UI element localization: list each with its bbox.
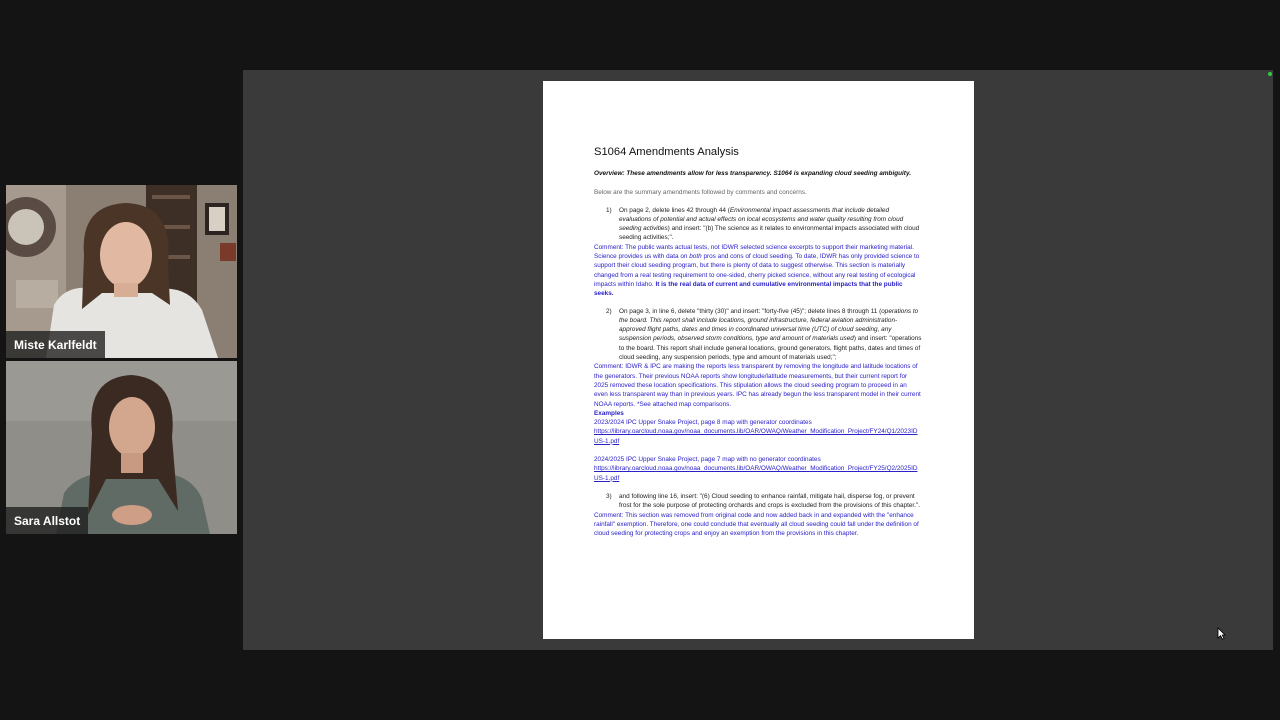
document-overview: Overview: These amendments allow for less transparency. S1064 is expanding cloud seeding ambiguity.	[594, 170, 912, 177]
example-1-link[interactable]: https://library.oarcloud.noaa.gov/noaa_documents.lib/OAR/OWAQ/Weather_Modification_Project/FY24/Q1/2023IDUS-1.pdf	[594, 428, 918, 445]
examples-heading: Examples	[594, 409, 624, 417]
example-2-text: 2024/2025 IPC Upper Snake Project, page 7 map with no generator coordinates	[594, 456, 821, 464]
example-2-link[interactable]: https://library.oarcloud.noaa.gov/noaa_documents.lib/OAR/OWAQ/Weather_Modification_Project/FY25/Q2/2025IDUS-1.pdf	[594, 465, 918, 482]
comment-3: Comment: This section was removed from original code and now added back in and expanded with the "enhance rainfall" exemption. Therefore, one could conclude that eventually all cloud seeding could fall under the definition of cloud seeding for protecting crops and enjoy an exemption from the provisions in this chapter.	[594, 511, 919, 538]
amendment-item-3	[606, 492, 922, 511]
document-intro: Below are the summary amendments followed by comments and concerns.	[594, 189, 807, 197]
participant-video-tile-2[interactable]	[6, 361, 237, 534]
comment-1: Comment: The public wants actual tests, not IDWR selected science excerpts to support their marketing material. Science provides us with data on both pros and cons of cloud seeding. To date, IDWR has only provided science to support their cloud seeding program, but there is plenty of data to suggest otherwise. This section is materially changed from a real testing requirement to one-sided, cherry picked science, without any real testing of ecological impacts within Idaho. It is the real data of current and cumulative environmental impacts that the public seeks.	[594, 243, 920, 298]
amendment-item-1	[606, 206, 922, 243]
example-1-text: 2023/2024 IPC Upper Snake Project, page 8 map with generator coordinates	[594, 419, 812, 427]
item-text: and following line 16, insert: "(6) Cloud seeding to enhance rainfall, mitigate hail, disperse fog, or prevent frost for the sole purpose of protecting orchards and crops is excluded from the provisions of this chapter.".	[619, 492, 921, 510]
comment-2: Comment: IDWR & IPC are making the reports less transparent by removing the longitude and latitude locations of the generators. Their previous NOAA reports show longitude/latitude measurements, but their current report for 2025 removed these location specifications. This stipulation allows the cloud seeding program to proceed in an even less transparent way than in previous years. IPC has already begun the less transparent model in their current NOAA reports. *See attached map comparisons.	[594, 363, 921, 408]
item-text: On page 2, delete lines 42 through 44 (Environmental impact assessments that include detailed evaluations of potential and actual effects on local ecosystems and water quality resulting from cloud seeding activities) and insert: "(b) The science as it relates to environmental impacts associated with cloud seeding activities;".	[619, 206, 920, 242]
item-number: 3)	[606, 492, 612, 500]
amendment-item-2	[606, 307, 922, 363]
active-indicator-icon	[1268, 72, 1272, 76]
participant-name-tag: Miste Karlfeldt	[6, 331, 105, 358]
item-text: On page 3, in line 6, delete "thirty (30)" and insert: "forty-five (45)"; delete lines 8 through 11 (operations to the board. This report shall include locations, ground infrastructure, federal aviation administration-approved flight paths, dates and times in coordinated universal time (UTC) of cloud seeding, any suspension periods, observed storm conditions, type and amount of materials used) and insert: "operations to the board. This report shall include general locations, ground generators, flight paths, dates and times of cloud seeding, any suspension periods, type and amount of materials used;";	[619, 307, 922, 362]
participant-video-tile-1[interactable]	[6, 185, 237, 358]
item-number: 2)	[606, 307, 612, 315]
item-number: 1)	[606, 206, 612, 214]
shared-document-page	[543, 81, 974, 639]
document-title: S1064 Amendments Analysis	[594, 146, 739, 158]
participant-name-tag: Sara Allstot	[6, 507, 88, 534]
mouse-cursor-icon	[1217, 627, 1226, 640]
